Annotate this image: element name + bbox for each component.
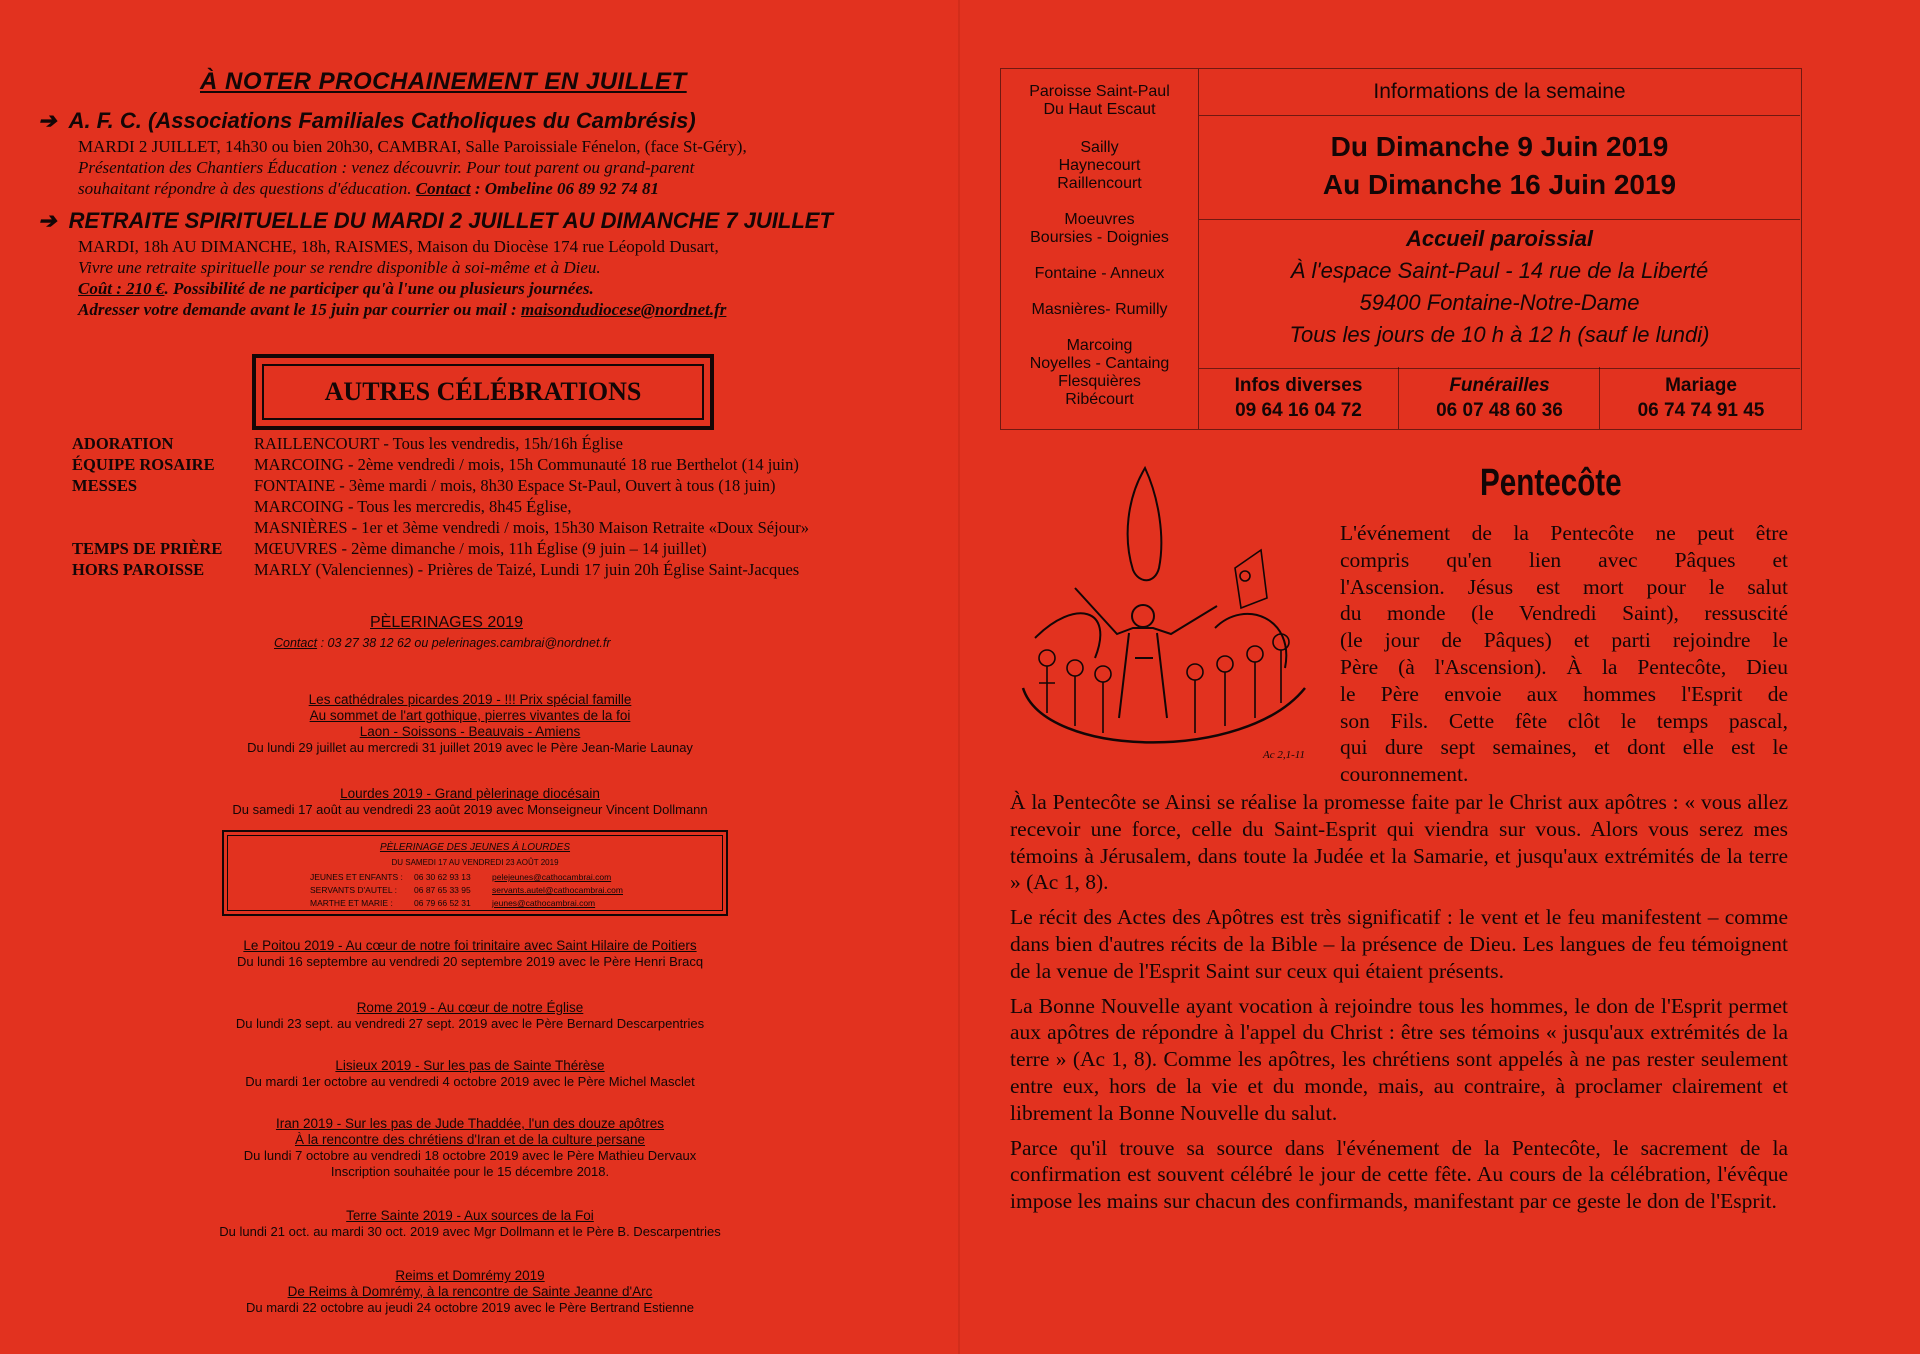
intro-line: L'événement de la Pentecôte ne peut être [1340, 521, 1788, 545]
parish-name: Du Haut Escaut [1043, 101, 1156, 118]
retraite-section [38, 208, 833, 320]
afc-line: Présentation des Chantiers Éducation : venez découvrir. Pour tout parent ou grand-parent [78, 158, 695, 177]
afc-heading: ➔ A. F. C. (Associations Familiales Catholiques du Cambrésis) [38, 108, 696, 133]
pelerinage-title: Iran 2019 - Sur les pas de Jude Thaddée, l'un des douze apôtres [275, 1116, 665, 1131]
pentecost-illustration [1005, 458, 1335, 768]
pelerinage-item [180, 1116, 760, 1180]
info-week-title: Informations de la semaine [1199, 69, 1800, 116]
parish-name: Sailly [1080, 139, 1119, 156]
pelerinage-dates: Du mardi 1er octobre au vendredi 4 octobre 2019 avec le Père Michel Masclet [245, 1074, 695, 1089]
jeunes-title: PÈLERINAGE DES JEUNES À LOURDES [379, 842, 571, 853]
afc-contact-label: Contact [415, 179, 471, 198]
intro-line: le Père envoie aux hommes l'Esprit de [1340, 681, 1788, 706]
arrow-right-icon: ➔ [38, 208, 57, 233]
contact-mariage: Mariage 06 74 74 91 45 [1637, 375, 1765, 421]
jeunes-who: JEUNES ET ENFANTS : [310, 872, 403, 882]
jeunes-tel: 06 87 65 33 95 [414, 885, 471, 895]
intro-line: du monde (le Vendredi Saint), ressuscité [1340, 601, 1788, 626]
celebration-label: MESSES [72, 476, 138, 495]
intro-line: compris qu'en lien avec Pâques et [1340, 547, 1788, 572]
pelerinage-title: Lisieux 2019 - Sur les pas de Sainte Thérèse [335, 1058, 605, 1073]
pelerinage-title: Le Poitou 2019 - Au cœur de notre foi trinitaire avec Saint Hilaire de Poitiers [243, 938, 697, 953]
celebration-text: MASNIÈRES - 1er et 3ème vendredi / mois, 15h30 Maison Retraite «Doux Séjour» [254, 518, 809, 537]
celebration-text: MARLY (Valenciennes) - Prières de Taizé, Lundi 17 juin 20h Église Saint-Jacques [254, 560, 800, 579]
intro-line: l'Ascension. Jésus est mort pour le salut [1340, 574, 1788, 599]
pelerinage-dates: Du lundi 29 juillet au mercredi 31 juillet 2019 avec le Père Jean-Marie Launay [247, 740, 693, 755]
jeunes-contact-row [310, 871, 722, 884]
jeunes-who: MARTHE ET MARIE : [310, 898, 393, 908]
intro-line: (le jour de Pâques) et parti rejoindre le [1340, 628, 1788, 653]
jeunes-who: SERVANTS D'AUTEL : [310, 885, 397, 895]
parishes-column [1001, 69, 1199, 429]
pelerinage-title: Les cathédrales picardes 2019 - !!! Prix spécial famille [308, 692, 632, 707]
celebration-label: ÉQUIPE ROSAIRE [72, 455, 215, 474]
parish-name: Ribécourt [1065, 391, 1134, 408]
jeunes-email-link[interactable]: pelejeunes@cathocambrai.com [492, 872, 612, 882]
afc-line: souhaitant répondre à des questions d'éducation. Contact : Ombeline 06 89 92 74 81 [78, 179, 659, 198]
celebration-label: ADORATION [72, 434, 174, 453]
diocese-email-link[interactable]: maisondudiocese@nordnet.fr [520, 300, 727, 319]
pelerinage-item [180, 692, 760, 756]
celebration-text: MARCOING - 2ème vendredi / mois, 15h Communauté 18 rue Berthelot (14 juin) [254, 455, 799, 474]
pelerinage-item [180, 1058, 760, 1090]
parish-name: Raillencourt [1057, 175, 1142, 192]
pelerinage-dates: Inscription souhaitée pour le 15 décembre 2018. [330, 1164, 610, 1179]
intro-line: qui dure sept semaines, et dont elle est le [1340, 735, 1788, 760]
accueil-block [1199, 219, 1800, 369]
celebration-label: TEMPS DE PRIÈRE [72, 539, 223, 558]
juillet-title: À NOTER PROCHAINEMENT EN JUILLET [200, 68, 687, 95]
pelerinage-title: Laon - Soissons - Beauvais - Amiens [359, 724, 581, 739]
pelerinages-title: PÈLERINAGES 2019 [370, 614, 523, 631]
pentecote-intro [1340, 520, 1788, 788]
parish-name: Haynecourt [1058, 157, 1141, 174]
page-fold [958, 0, 960, 1354]
paragraph: Le récit des Actes des Apôtres est très significatif : le vent et le feu manifestent – comme dans bien d'autres récits de la Bible – la présence de Dieu. Les langues de feu témoignent de la venue de l'Esprit Saint sur ceux qui étaient présents. [1010, 905, 1788, 983]
retraite-heading: ➔ RETRAITE SPIRITUELLE DU MARDI 2 JUILLET AU DIMANCHE 7 JUILLET [38, 208, 833, 233]
celebrations-list [72, 434, 872, 584]
autres-celebrations-title: AUTRES CÉLÉBRATIONS [262, 364, 704, 420]
afc-section [38, 108, 747, 199]
jeunes-email-link[interactable]: jeunes@cathocambrai.com [492, 898, 596, 908]
celebration-text: MŒUVRES - 2ème dimanche / mois, 11h Église (9 juin – 14 juillet) [254, 539, 707, 558]
pelerinage-dates: Du lundi 16 septembre au vendredi 20 septembre 2019 avec le Père Henri Bracq [236, 954, 704, 969]
contact-infos: Infos diverses 09 64 16 04 72 [1199, 367, 1399, 429]
jeunes-lourdes-box [222, 830, 728, 916]
pelerinage-item [180, 786, 760, 818]
pelerinage-title: Reims et Domrémy 2019 [395, 1268, 545, 1283]
pelerinage-item [180, 1268, 760, 1316]
accueil-city: 59400 Fontaine-Notre-Dame [1359, 290, 1640, 315]
retraite-line: Coût : 210 €. Possibilité de ne participer qu'à l'une ou plusieurs journées. [78, 279, 594, 298]
date-end: Au Dimanche 16 Juin 2019 [1322, 169, 1677, 200]
pelerinage-dates: Du lundi 7 octobre au vendredi 18 octobre 2019 avec le Père Mathieu Dervaux [243, 1148, 697, 1163]
pelerinage-title: À la rencontre des chrétiens d'Iran et de la culture persane [294, 1132, 646, 1147]
cout-label: Coût : 210 € [78, 279, 165, 298]
parish-name: Marcoing [1066, 337, 1133, 354]
intro-line: Père (à l'Ascension). À la Pentecôte, Dieu [1340, 654, 1788, 679]
pelerinage-title: De Reims à Domrémy, à la rencontre de Sainte Jeanne d'Arc [287, 1284, 653, 1299]
pelerinage-dates: Du lundi 21 oct. au mardi 30 oct. 2019 avec Mgr Dollmann et le Père B. Descarpentries [219, 1224, 721, 1239]
info-table [1000, 68, 1802, 430]
flame-icon [1128, 468, 1162, 580]
celebration-text: MARCOING - Tous les mercredis, 8h45 Église, [254, 497, 572, 516]
retraite-line: Adresser votre demande avant le 15 juin par courrier ou mail : maisondudiocese@nordnet.fr [78, 300, 727, 319]
afc-line: MARDI 2 JUILLET, 14h30 ou bien 20h30, CAMBRAI, Salle Paroissiale Fénelon, (face St-Géry), [78, 137, 747, 156]
retraite-line: Vivre une retraite spirituelle pour se rendre disponible à soi-même et à Dieu. [78, 258, 601, 277]
pelerinage-item [180, 1208, 760, 1240]
accueil-hours: Tous les jours de 10 h à 12 h (sauf le lundi) [1289, 322, 1710, 347]
intro-line: son Fils. Cette fête clôt le temps pascal, [1340, 708, 1788, 733]
paragraph: Parce qu'il trouve sa source dans l'événement de la Pentecôte, le sacrement de la confirmation est souvent célébré le jour de cette fête. Au cours de la célébration, l'évêque impose les mains sur chacun des confirmands, manifestant par ce geste le don de l'Esprit. [1010, 1135, 1788, 1214]
illustration-caption: Ac 2,1-11 [1263, 749, 1305, 761]
pelerinage-title: Au sommet de l'art gothique, pierres vivantes de la foi [309, 708, 631, 723]
jeunes-dates: DU SAMEDI 17 AU VENDREDI 23 AOÛT 2019 [391, 858, 559, 867]
celebration-text: FONTAINE - 3ème mardi / mois, 8h30 Espace St-Paul, Ouvert à tous (18 juin) [254, 476, 776, 495]
parish-name: Noyelles - Cantaing [1029, 355, 1170, 372]
date-start: Du Dimanche 9 Juin 2019 [1330, 131, 1669, 162]
parish-name: Flesquières [1058, 373, 1141, 390]
celebration-text: RAILLENCOURT - Tous les vendredis, 15h/16h Église [254, 434, 623, 453]
celebration-label: HORS PAROISSE [72, 560, 205, 579]
parish-name: Fontaine - Anneux [1034, 265, 1165, 282]
jeunes-tel: 06 79 66 52 31 [414, 898, 471, 908]
pelerinage-title: Lourdes 2019 - Grand pèlerinage diocésain [340, 786, 600, 801]
autres-celebrations-box [252, 354, 714, 430]
arrow-right-icon: ➔ [38, 108, 57, 133]
pentecote-title: Pentecôte [1480, 462, 1622, 504]
accueil-address: À l'espace Saint-Paul - 14 rue de la Liberté [1290, 258, 1709, 283]
retraite-line: MARDI, 18h AU DIMANCHE, 18h, RAISMES, Maison du Diocèse 174 rue Léopold Dusart, [78, 237, 719, 256]
pelerinage-dates: Du lundi 23 sept. au vendredi 27 sept. 2019 avec le Père Bernard Descarpentries [235, 1016, 705, 1031]
pelerinage-title: Rome 2019 - Au cœur de notre Église [356, 1000, 584, 1015]
parish-name: Paroisse Saint-Paul [1029, 83, 1170, 100]
parish-name: Boursies - Doignies [1030, 229, 1169, 246]
paragraph: À la Pentecôte se Ainsi se réalise la promesse faite par le Christ aux apôtres : « vous allez recevoir une force, celle du Saint-Esprit qui viendra sur vous. Alors vous serez mes témoins à Jérusalem, dans toute la Judée et la Samarie, et jusqu'aux extrémités de la terre » (Ac 1, 8). [1010, 790, 1788, 895]
paragraph: La Bonne Nouvelle ayant vocation à rejoindre tous les hommes, le don de l'Esprit permet aux apôtres de répondre à l'appel du Christ : être ses témoins « jusqu'aux extrémités de la terre » (Ac 1, 8). Comme les apôtres, les chrétiens sont appelés à ne pas rester seulement entre eux, hors de la vie et du monde, mais, au contraire, à proclamer clairement et librement la Bonne Nouvelle du salut. [1010, 993, 1788, 1125]
jeunes-contact-row [310, 884, 722, 897]
jeunes-contact-row [310, 897, 722, 910]
accueil-title: Accueil paroissial [1405, 226, 1594, 251]
parish-name: Moeuvres [1064, 211, 1135, 228]
contact-funerailles: Funérailles 06 07 48 60 36 [1400, 367, 1600, 429]
jeunes-tel: 06 30 62 93 13 [414, 872, 471, 882]
pelerinage-dates: Du mardi 22 octobre au jeudi 24 octobre 2019 avec le Père Bertrand Estienne [245, 1300, 695, 1315]
pelerinage-item [180, 1000, 760, 1032]
parish-name: Masnières- Rumilly [1031, 301, 1168, 318]
pelerinages-contact: Contact : 03 27 38 12 62 ou pelerinages.cambrai@nordnet.fr [274, 636, 611, 650]
pentecote-body [1010, 789, 1788, 1215]
intro-line: couronnement. [1340, 762, 1469, 787]
pelerinage-dates: Du samedi 17 août au vendredi 23 août 2019 avec Monseigneur Vincent Dollmann [232, 802, 708, 817]
pelerinage-item [180, 938, 760, 970]
jeunes-email-link[interactable]: servants.autel@cathocambrai.com [492, 885, 623, 895]
pelerinage-title: Terre Sainte 2019 - Aux sources de la Foi [346, 1208, 594, 1223]
